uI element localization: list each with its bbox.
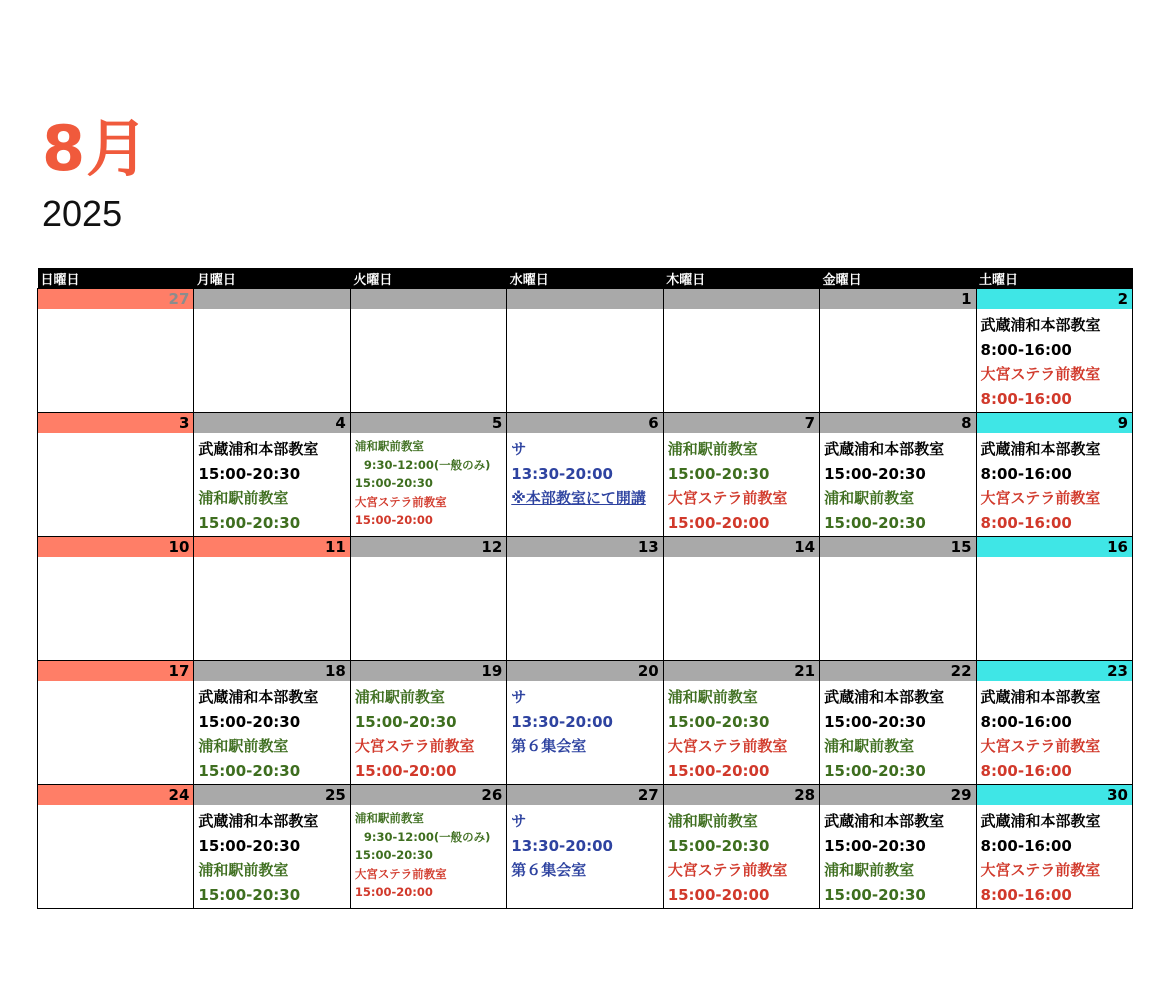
schedule-line: 8:00-16:00 (980, 464, 1072, 483)
day-cell[interactable] (38, 785, 194, 909)
schedule-line: 大宮ステラ前教室 (667, 489, 788, 507)
day-schedule (977, 433, 1132, 536)
day-number: 28 (664, 785, 819, 805)
schedule-line: 15:00-20:30 (198, 761, 301, 780)
day-cell[interactable] (350, 661, 506, 785)
weekday-header: 土曜日 (976, 268, 1132, 289)
weekday-header-row (38, 268, 1133, 289)
schedule-line: 13:30-20:00 (511, 712, 613, 731)
schedule-line: 8:00-16:00 (980, 389, 1072, 408)
schedule-line: 15:00-20:30 (824, 885, 926, 904)
day-cell[interactable] (507, 537, 663, 661)
schedule-line: 15:00-20:30 (824, 464, 926, 483)
schedule-line: 8:00-16:00 (980, 712, 1072, 731)
day-schedule (820, 805, 975, 908)
day-number: 26 (351, 785, 506, 805)
schedule-line: 15:00-20:30 (824, 513, 926, 532)
day-number (507, 289, 662, 309)
day-cell[interactable] (194, 289, 350, 413)
day-cell[interactable] (507, 661, 663, 785)
day-schedule (664, 433, 819, 536)
day-number: 9 (977, 413, 1132, 433)
day-cell[interactable] (38, 537, 194, 661)
day-cell[interactable] (194, 661, 350, 785)
day-cell[interactable] (663, 537, 819, 661)
schedule-line: 15:00-20:00 (667, 513, 770, 532)
day-number: 23 (977, 661, 1132, 681)
schedule-line: 武蔵浦和本部教室 (824, 812, 945, 830)
schedule-line: 大宮ステラ前教室 (980, 737, 1101, 755)
schedule-line: 武蔵浦和本部教室 (980, 440, 1101, 458)
day-cell[interactable] (976, 537, 1132, 661)
schedule-line: 浦和駅前教室 (198, 489, 289, 507)
day-cell[interactable] (976, 661, 1132, 785)
schedule-line: 大宮ステラ前教室 (354, 494, 447, 509)
schedule-line: 15:00-20:30 (198, 885, 301, 904)
schedule-line: 8:00-16:00 (980, 513, 1072, 532)
day-number: 30 (977, 785, 1132, 805)
day-cell[interactable] (507, 413, 663, 537)
day-schedule (507, 433, 662, 536)
day-cell[interactable] (507, 289, 663, 413)
schedule-line: 武蔵浦和本部教室 (824, 688, 945, 706)
day-schedule (507, 557, 662, 660)
day-schedule (351, 805, 506, 908)
day-number: 21 (664, 661, 819, 681)
schedule-line: 武蔵浦和本部教室 (980, 812, 1101, 830)
schedule-line: 8:00-16:00 (980, 885, 1072, 904)
day-cell[interactable] (976, 413, 1132, 537)
schedule-line: 15:00-20:30 (354, 712, 457, 731)
schedule-line: 第６集会室 (511, 737, 587, 755)
day-cell[interactable] (820, 413, 976, 537)
day-cell[interactable] (820, 537, 976, 661)
day-number: 18 (194, 661, 349, 681)
day-cell[interactable] (350, 537, 506, 661)
schedule-line: 浦和駅前教室 (198, 861, 289, 879)
schedule-line: 浦和駅前教室 (824, 489, 915, 507)
schedule-line: 浦和駅前教室 (824, 861, 915, 879)
day-cell[interactable] (350, 413, 506, 537)
day-cell[interactable] (194, 413, 350, 537)
day-number: 14 (664, 537, 819, 557)
day-schedule (977, 805, 1132, 908)
day-schedule (351, 309, 506, 412)
day-number: 12 (351, 537, 506, 557)
day-number: 17 (38, 661, 193, 681)
day-cell[interactable] (38, 289, 194, 413)
calendar-grid (37, 268, 1133, 909)
schedule-line: 浦和駅前教室 (667, 688, 758, 706)
day-schedule (38, 681, 193, 784)
day-schedule (194, 309, 349, 412)
month-title: 8月 (42, 112, 150, 185)
day-schedule (194, 681, 349, 784)
day-number: 11 (194, 537, 349, 557)
schedule-line: 大宮ステラ前教室 (667, 737, 788, 755)
day-number (664, 289, 819, 309)
day-schedule (38, 805, 193, 908)
schedule-line: 大宮ステラ前教室 (354, 866, 447, 881)
weekday-header: 水曜日 (507, 268, 663, 289)
day-schedule (977, 557, 1132, 660)
day-schedule (38, 433, 193, 536)
schedule-line: 浦和駅前教室 (354, 811, 424, 825)
schedule-line: 15:00-20:00 (667, 885, 770, 904)
day-number: 4 (194, 413, 349, 433)
day-number (351, 289, 506, 309)
calendar-week-row (38, 785, 1133, 909)
day-number (194, 289, 349, 309)
day-schedule (194, 557, 349, 660)
calendar-body (38, 289, 1133, 909)
schedule-line: 8:00-16:00 (980, 340, 1072, 359)
schedule-line: 15:00-20:00 (354, 885, 433, 899)
day-cell[interactable] (820, 289, 976, 413)
day-number: 5 (351, 413, 506, 433)
schedule-line: 8:00-16:00 (980, 836, 1072, 855)
day-number: 29 (820, 785, 975, 805)
schedule-line: 浦和駅前教室 (354, 439, 424, 453)
calendar-week-row (38, 537, 1133, 661)
day-number: 20 (507, 661, 662, 681)
schedule-line: 浦和駅前教室 (198, 737, 289, 755)
day-schedule (507, 805, 662, 908)
schedule-line: 15:00-20:30 (198, 464, 301, 483)
schedule-line: 大宮ステラ前教室 (980, 489, 1101, 507)
weekday-header: 日曜日 (38, 268, 194, 289)
weekday-header: 金曜日 (820, 268, 976, 289)
schedule-line: 浦和駅前教室 (667, 812, 758, 830)
schedule-line: 15:00-20:00 (354, 761, 457, 780)
schedule-line: 15:00-20:30 (198, 513, 301, 532)
schedule-line: 武蔵浦和本部教室 (198, 812, 319, 830)
day-number: 16 (977, 537, 1132, 557)
calendar-week-row (38, 289, 1133, 413)
schedule-line: 9:30-12:00(一般のみ) (363, 457, 491, 472)
schedule-line: 13:30-20:00 (511, 464, 613, 483)
day-schedule (664, 805, 819, 908)
day-schedule (664, 557, 819, 660)
day-cell[interactable] (820, 785, 976, 909)
schedule-line: 武蔵浦和本部教室 (980, 688, 1101, 706)
day-schedule (977, 681, 1132, 784)
schedule-line: 15:00-20:30 (667, 464, 770, 483)
schedule-line: 15:00-20:30 (824, 761, 926, 780)
day-number: 7 (664, 413, 819, 433)
schedule-line: 15:00-20:00 (667, 761, 770, 780)
day-schedule (507, 309, 662, 412)
day-number: 13 (507, 537, 662, 557)
day-cell[interactable] (38, 413, 194, 537)
schedule-line: 15:00-20:30 (354, 848, 433, 862)
day-cell[interactable] (663, 413, 819, 537)
schedule-line: 浦和駅前教室 (667, 440, 758, 458)
schedule-line: 武蔵浦和本部教室 (980, 316, 1101, 334)
day-cell[interactable] (38, 661, 194, 785)
year-title: 2025 (42, 193, 123, 234)
day-number: 6 (507, 413, 662, 433)
schedule-line: 武蔵浦和本部教室 (198, 440, 319, 458)
day-number: 27 (507, 785, 662, 805)
weekday-header: 月曜日 (194, 268, 350, 289)
day-cell[interactable] (663, 289, 819, 413)
schedule-line: 武蔵浦和本部教室 (198, 688, 319, 706)
day-cell[interactable] (350, 785, 506, 909)
schedule-line: 浦和駅前教室 (824, 737, 915, 755)
day-schedule (351, 433, 506, 536)
day-number: 22 (820, 661, 975, 681)
day-schedule (820, 557, 975, 660)
schedule-line: 大宮ステラ前教室 (980, 861, 1101, 879)
day-number: 19 (351, 661, 506, 681)
day-number: 8 (820, 413, 975, 433)
day-number: 25 (194, 785, 349, 805)
day-schedule (194, 805, 349, 908)
schedule-line: 15:00-20:30 (198, 836, 301, 855)
schedule-line: 武蔵浦和本部教室 (824, 440, 945, 458)
day-number: 24 (38, 785, 193, 805)
day-number: 1 (820, 289, 975, 309)
schedule-line: 大宮ステラ前教室 (980, 365, 1101, 383)
day-cell[interactable] (976, 289, 1132, 413)
day-schedule (820, 309, 975, 412)
schedule-line: 13:30-20:00 (511, 836, 613, 855)
day-cell[interactable] (820, 661, 976, 785)
day-cell[interactable] (663, 661, 819, 785)
day-schedule (820, 433, 975, 536)
schedule-line: サ (511, 688, 527, 706)
schedule-line: 大宮ステラ前教室 (354, 737, 475, 755)
day-schedule (977, 309, 1132, 412)
schedule-line: 15:00-20:00 (354, 513, 433, 527)
schedule-line: 15:00-20:30 (667, 712, 770, 731)
schedule-line: サ (511, 812, 527, 830)
day-cell[interactable] (507, 785, 663, 909)
day-schedule (194, 433, 349, 536)
schedule-line: 第６集会室 (511, 861, 587, 879)
schedule-line: サ (511, 440, 527, 458)
day-number: 15 (820, 537, 975, 557)
day-schedule (664, 309, 819, 412)
day-cell[interactable] (194, 785, 350, 909)
day-schedule (38, 557, 193, 660)
schedule-line: 15:00-20:30 (198, 712, 301, 731)
day-number: 10 (38, 537, 193, 557)
day-schedule (507, 681, 662, 784)
calendar-week-row (38, 661, 1133, 785)
day-cell[interactable] (976, 785, 1132, 909)
day-cell[interactable] (663, 785, 819, 909)
day-cell[interactable] (350, 289, 506, 413)
schedule-line: 浦和駅前教室 (354, 688, 445, 706)
calendar-week-row (38, 413, 1133, 537)
day-schedule (820, 681, 975, 784)
day-schedule (664, 681, 819, 784)
weekday-header: 火曜日 (350, 268, 506, 289)
day-number: 27 (38, 289, 193, 309)
day-number: 3 (38, 413, 193, 433)
day-cell[interactable] (194, 537, 350, 661)
schedule-line: 15:00-20:30 (354, 476, 433, 490)
schedule-link[interactable]: ※本部教室にて開講 (511, 489, 646, 507)
day-schedule (351, 557, 506, 660)
weekday-header: 木曜日 (663, 268, 819, 289)
day-schedule (38, 309, 193, 412)
schedule-line: 9:30-12:00(一般のみ) (363, 829, 491, 844)
day-number: 2 (977, 289, 1132, 309)
schedule-line: 15:00-20:30 (824, 836, 926, 855)
schedule-line: 15:00-20:30 (667, 836, 770, 855)
schedule-line: 大宮ステラ前教室 (667, 861, 788, 879)
schedule-line: 8:00-16:00 (980, 761, 1072, 780)
schedule-line: 15:00-20:30 (824, 712, 926, 731)
day-schedule (351, 681, 506, 784)
